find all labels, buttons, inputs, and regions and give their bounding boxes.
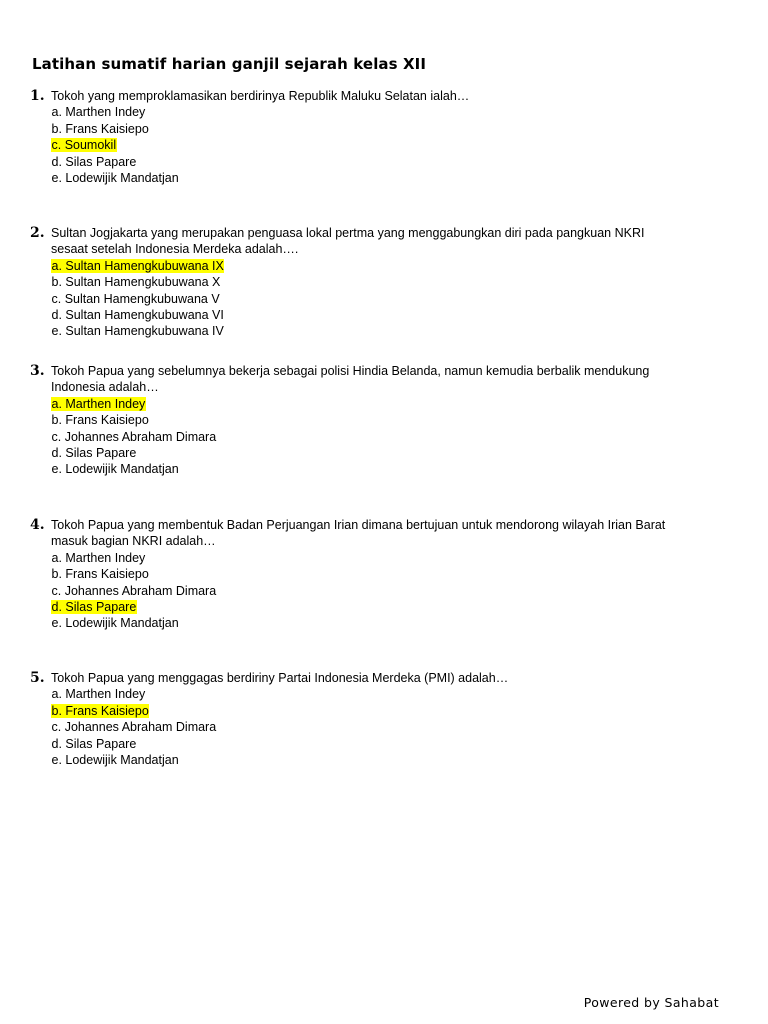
answer-option bbox=[51, 752, 710, 768]
option-list bbox=[51, 550, 710, 632]
option-list bbox=[51, 396, 710, 478]
option-label: e. Lodewijik Mandatjan bbox=[51, 616, 179, 631]
option-list bbox=[51, 686, 710, 768]
option-label: b. Sultan Hamengkubuwana X bbox=[51, 275, 221, 290]
option-label: d. Silas Papare bbox=[51, 736, 137, 751]
answer-option bbox=[51, 719, 710, 735]
option-list bbox=[51, 104, 710, 186]
option-label: b. Frans Kaisiepo bbox=[51, 121, 149, 136]
answer-option bbox=[51, 121, 710, 137]
answer-option bbox=[51, 412, 710, 428]
question-number: 1. bbox=[30, 88, 45, 104]
answer-option bbox=[51, 736, 710, 752]
option-label: e. Sultan Hamengkubuwana IV bbox=[51, 324, 224, 339]
option-label: a. Marthen Indey bbox=[51, 687, 146, 702]
option-label: d. Silas Papare bbox=[51, 154, 137, 169]
option-label: b. Frans Kaisiepo bbox=[51, 567, 149, 582]
answer-option bbox=[51, 170, 710, 186]
answer-option bbox=[51, 461, 710, 477]
highlighted-answer: a. Sultan Hamengkubuwana IX bbox=[51, 258, 224, 273]
answer-option bbox=[51, 291, 710, 307]
answer-option bbox=[51, 550, 710, 566]
answer-option bbox=[51, 137, 710, 153]
answer-option bbox=[51, 615, 710, 631]
answer-option bbox=[51, 274, 710, 290]
option-label: b. Frans Kaisiepo bbox=[51, 413, 149, 428]
answer-option bbox=[51, 445, 710, 461]
option-label: d. Sultan Hamengkubuwana VI bbox=[51, 308, 224, 323]
option-label: c. Johannes Abraham Dimara bbox=[51, 429, 217, 444]
option-label: d. Silas Papare bbox=[51, 446, 137, 461]
option-label: e. Lodewijik Mandatjan bbox=[51, 753, 179, 768]
question-5 bbox=[30, 670, 710, 768]
page-title: Latihan sumatif harian ganjil sejarah kelas XII bbox=[32, 55, 427, 73]
answer-option bbox=[51, 154, 710, 170]
question-number: 2. bbox=[30, 225, 45, 241]
answer-option bbox=[51, 258, 710, 274]
question-text: Tokoh Papua yang sebelumnya bekerja sebagai polisi Hindia Belanda, namun kemudia berbalik mendukung Indonesia adalah… bbox=[51, 364, 650, 395]
answer-option bbox=[51, 583, 710, 599]
highlighted-answer: d. Silas Papare bbox=[51, 600, 137, 615]
question-2 bbox=[30, 225, 710, 340]
option-label: a. Marthen Indey bbox=[51, 105, 146, 120]
answer-option bbox=[51, 323, 710, 339]
option-label: c. Sultan Hamengkubuwana V bbox=[51, 291, 220, 306]
answer-option bbox=[51, 396, 710, 412]
option-label: e. Lodewijik Mandatjan bbox=[51, 171, 179, 186]
question-text: Sultan Jogjakarta yang merupakan penguasa lokal pertma yang menggabungkan diri pada pangkuan NKRI sesaat setelah Indonesia Merdeka adalah…. bbox=[51, 226, 645, 257]
answer-option bbox=[51, 104, 710, 120]
option-list bbox=[51, 258, 710, 340]
highlighted-answer: c. Soumokil bbox=[51, 138, 117, 153]
question-4 bbox=[30, 517, 710, 632]
question-text: Tokoh Papua yang membentuk Badan Perjuangan Irian dimana bertujuan untuk mendorong wilayah Irian Barat masuk bagian NKRI adalah… bbox=[51, 518, 666, 549]
question-text: Tokoh Papua yang menggagas berdiriny Partai Indonesia Merdeka (PMI) adalah… bbox=[51, 671, 509, 685]
option-label: c. Johannes Abraham Dimara bbox=[51, 720, 217, 735]
answer-option bbox=[51, 429, 710, 445]
answer-option bbox=[51, 307, 710, 323]
question-number: 3. bbox=[30, 363, 45, 379]
question-3 bbox=[30, 363, 710, 478]
option-label: a. Marthen Indey bbox=[51, 550, 146, 565]
question-text: Tokoh yang memproklamasikan berdirinya Republik Maluku Selatan ialah… bbox=[51, 89, 470, 103]
option-label: e. Lodewijik Mandatjan bbox=[51, 462, 179, 477]
answer-option bbox=[51, 599, 710, 615]
highlighted-answer: a. Marthen Indey bbox=[51, 396, 146, 411]
footer-powered-by: Powered by Sahabat bbox=[583, 995, 719, 1010]
answer-option bbox=[51, 686, 710, 702]
answer-option bbox=[51, 703, 710, 719]
question-1 bbox=[30, 88, 710, 186]
answer-option bbox=[51, 566, 710, 582]
option-label: c. Johannes Abraham Dimara bbox=[51, 583, 217, 598]
question-number: 4. bbox=[30, 517, 45, 533]
highlighted-answer: b. Frans Kaisiepo bbox=[51, 703, 149, 718]
question-number: 5. bbox=[30, 670, 45, 686]
